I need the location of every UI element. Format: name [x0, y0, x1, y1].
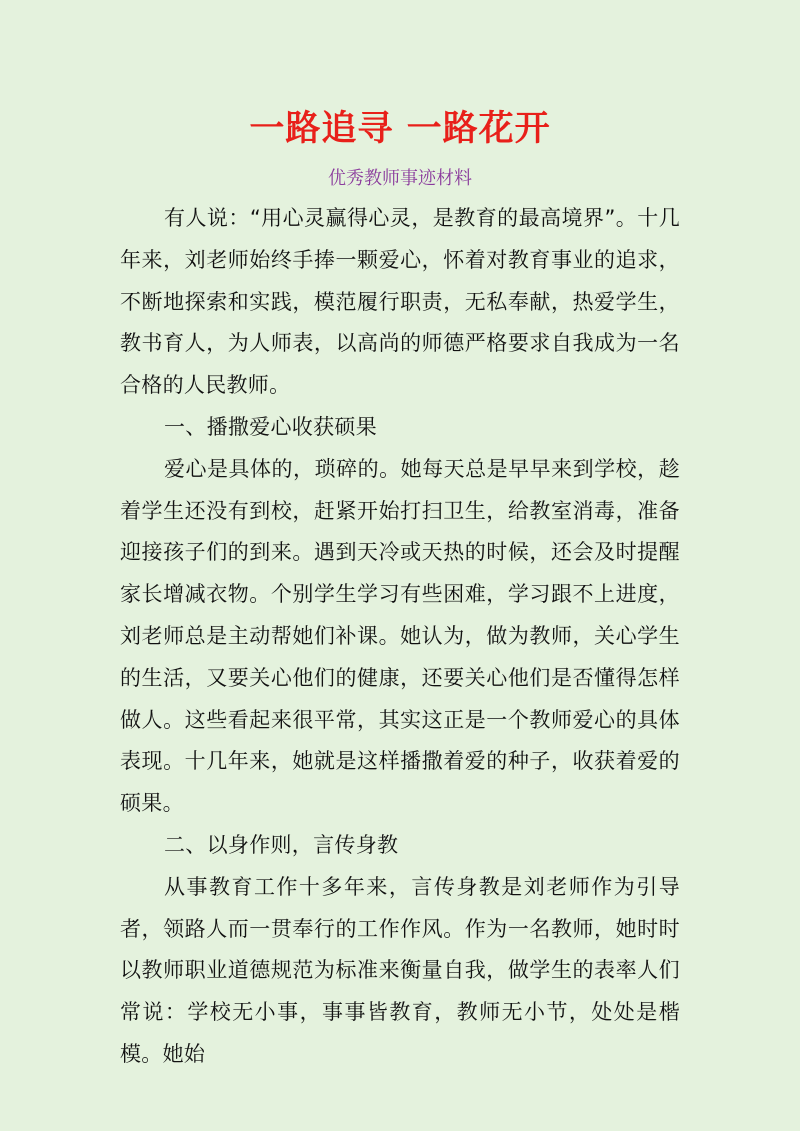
document-title: 一路追寻 一路花开 [249, 109, 551, 149]
section-heading-2: 二、以身作则，言传身教 [164, 832, 399, 857]
intro-paragraph: 有人说：“用心灵赢得心灵，是教育的最高境界”。十几年来，刘老师始终手捧一颗爱心，怀着对教育事业的追求，不断地探索和实践，模范履行职责，无私奉献，热爱学生，教书育人，为人师表，以高尚的师德严格要求自我成为一名合格的人民教师。 [120, 206, 680, 398]
section-heading-1: 一、播撒爱心收获硕果 [164, 414, 377, 439]
document-subtitle: 优秀教师事迹材料 [328, 168, 472, 189]
section-paragraph-1: 爱心是具体的，琐碎的。她每天总是早早来到学校，趁着学生还没有到校，赶紧开始打扫卫生，给教室消毒，准备迎接孩子们的到来。遇到天冷或天热的时候，还会及时提醒家长增减衣物。个别学生学习有些困难，学习跟不上进度，刘老师总是主动帮她们补课。她认为，做为教师，关心学生的生活，又要关心他们的健康，还要关心他们是否懂得怎样做人。这些看起来很平常，其实这正是一个教师爱心的具体表现。十几年来，她就是这样播撒着爱的种子，收获着爱的硕果。 [120, 456, 680, 816]
section-paragraph-2: 从事教育工作十多年来，言传身教是刘老师作为引导者，领路人而一贯奉行的工作作风。作为一名教师，她时时以教师职业道德规范为标准来衡量自我，做学生的表率人们常说：学校无小事，事事皆教育，教师无小节，处处是楷模。她始 [120, 874, 680, 1066]
